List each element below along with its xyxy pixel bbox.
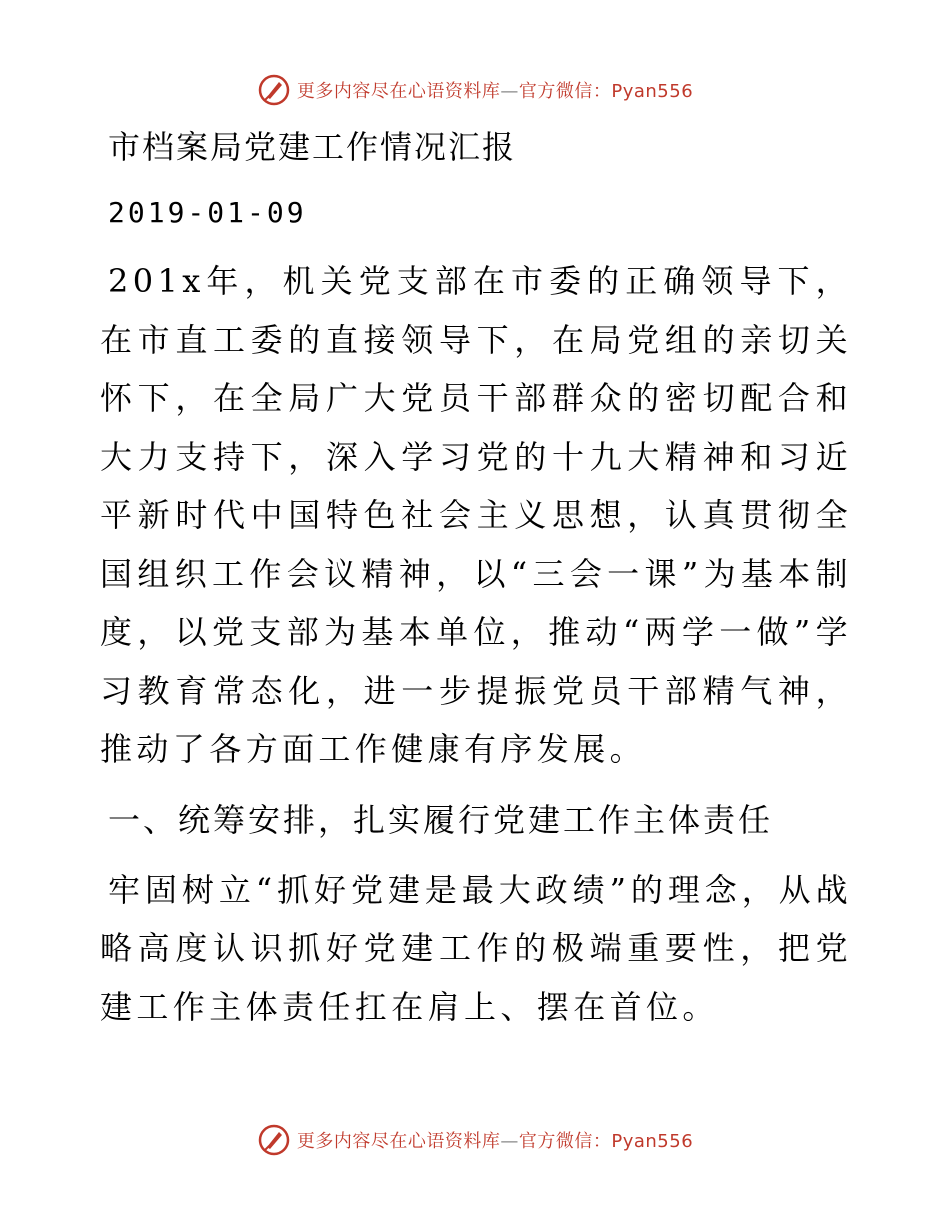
watermark-label: 官方微信： bbox=[518, 81, 612, 102]
section-heading: 一、统筹安排，扎实履行党建工作主体责任 bbox=[108, 800, 774, 839]
watermark-label: 官方微信： bbox=[518, 1131, 612, 1152]
section-paragraph: 牢固树立“抓好党建是最大政绩”的理念，从战略高度认识抓好党建工作的极端重要性，把党建工作主体责任扛在肩上、摆在首位。 bbox=[100, 870, 852, 1026]
watermark-brand: 更多内容尽在心语资料库 bbox=[296, 1131, 501, 1152]
watermark-text bbox=[297, 1127, 693, 1153]
footer-watermark bbox=[0, 1120, 950, 1160]
intro-paragraph: 201x年，机关党支部在市委的正确领导下，在市直工委的直接领导下，在局党组的亲切关怀下，在全局广大党员干部群众的密切配合和大力支持下，深入学习党的十九大精神和习近平新时代中国特色社会主义思想，认真贯彻全国组织工作会议精神，以“三会一课”为基本制度，以党支部为基本单位，推动“两学一做”学习教育常态化，进一步提振党员干部精气神，推动了各方面工作健康有序发展。 bbox=[100, 262, 852, 768]
header-watermark bbox=[0, 70, 950, 110]
watermark-brand: 更多内容尽在心语资料库 bbox=[296, 81, 501, 102]
watermark-wechat-id: Pyan556 bbox=[611, 1131, 694, 1152]
watermark-separator: — bbox=[500, 1131, 519, 1152]
document-title: 市档案局党建工作情况汇报 bbox=[108, 128, 517, 166]
pen-nib-seal-icon bbox=[257, 73, 291, 107]
document-date: 2019-01-09 bbox=[108, 196, 307, 229]
watermark-wechat-id: Pyan556 bbox=[611, 81, 694, 102]
document-body bbox=[100, 120, 852, 1048]
watermark-separator: — bbox=[500, 81, 519, 102]
watermark-text bbox=[297, 77, 693, 103]
pen-nib-seal-icon bbox=[257, 1123, 291, 1157]
